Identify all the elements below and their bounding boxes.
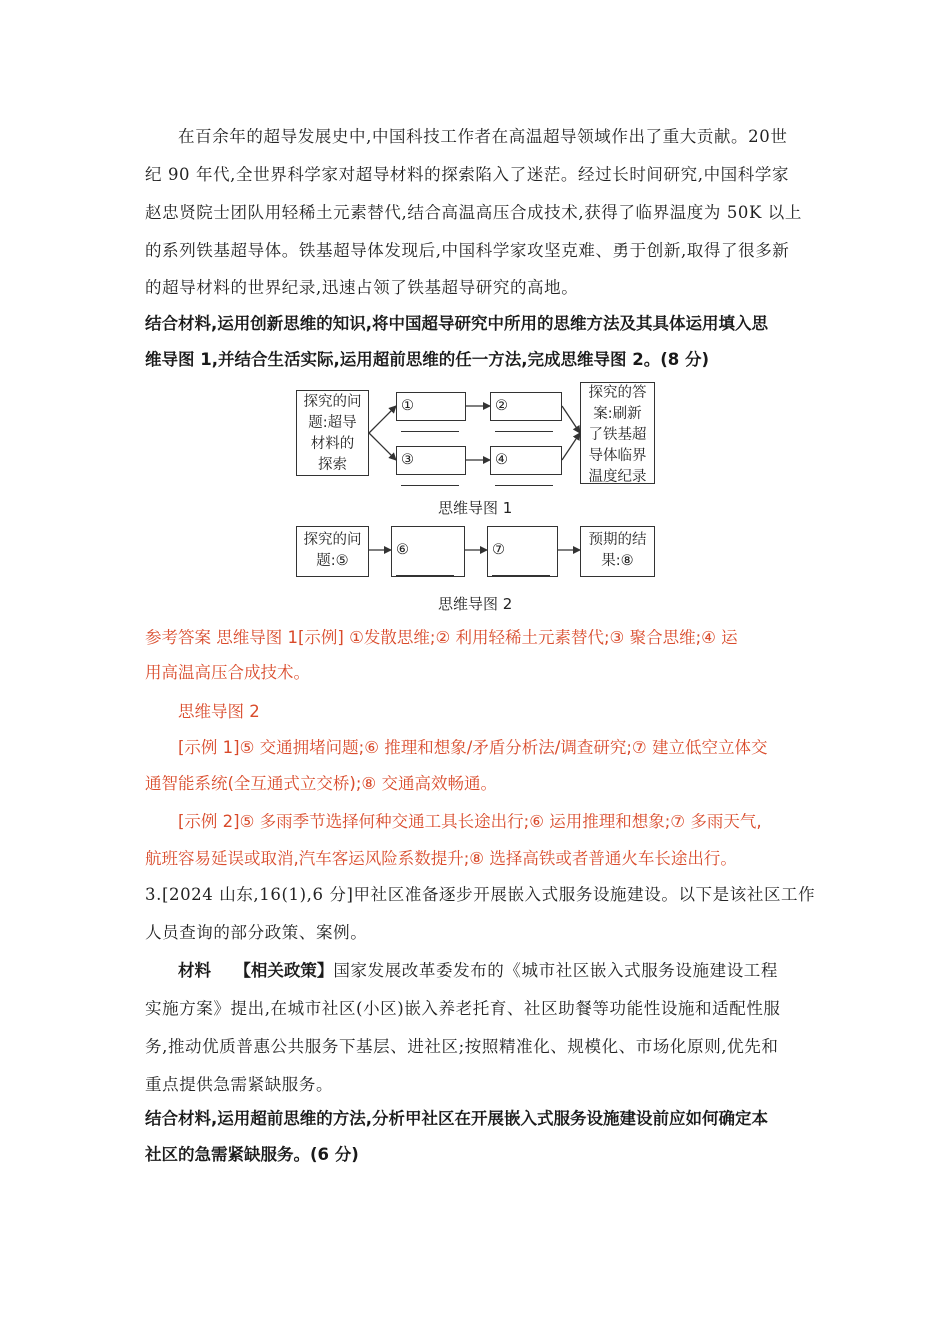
mind-map-1-node-2 xyxy=(490,392,562,421)
material-line: 的超导材料的世界纪录,迅速占领了铁基超导研究的高地。 xyxy=(145,278,579,297)
box-text: 探究的答 xyxy=(588,385,647,401)
question-prompt-line: 结合材料,运用创新思维的知识,将中国超导研究中所用的思维方法及其具体运用填入思 xyxy=(145,314,769,333)
answer-blank xyxy=(401,471,459,486)
material-line: 在百余年的超导发展史中,中国科技工作者在高温超导领域作出了重大贡献。20世 xyxy=(178,127,788,146)
material-text: 国家发展改革委发布的《城市社区嵌入式服务设施建设工程 xyxy=(333,961,778,980)
node-number: ① xyxy=(401,398,414,414)
material-line: 的系列铁基超导体。铁基超导体发现后,中国科学家攻坚克难、勇于创新,取得了很多新 xyxy=(145,241,790,260)
mind-map-2-node-6 xyxy=(391,526,465,577)
node-number: ④ xyxy=(495,452,508,468)
answer-blank xyxy=(495,471,553,486)
question-3-material: 重点提供急需紧缺服务。 xyxy=(145,1075,334,1094)
material-line: 纪 90 年代,全世界科学家对超导材料的探索陷入了迷茫。经过长时间研究,中国科学家 xyxy=(145,165,790,184)
mind-map-1-caption: 思维导图 1 xyxy=(438,499,513,517)
answer-example-2: [示例 2]⑤ 多雨季节选择何种交通工具长途出行;⑥ 运用推理和想象;⑦ 多雨天气, xyxy=(178,812,762,831)
arrow xyxy=(369,406,396,433)
box-text: 探索 xyxy=(318,457,347,473)
question-3-stem: 3.[2024 山东,16(1),6 分]甲社区准备逐步开展嵌入式服务设施建设。以下是该社区工作 xyxy=(145,885,816,904)
box-text: 导体临界 xyxy=(588,448,647,464)
mind-map-2-start-box xyxy=(296,526,369,577)
answer-example-2: 航班容易延误或取消,汽车客运风险系数提升;⑧ 选择高铁或者普通火车长途出行。 xyxy=(145,849,737,868)
mind-map-2-caption: 思维导图 2 xyxy=(438,595,513,613)
arrow xyxy=(369,433,396,460)
question-3-material: 实施方案》提出,在城市社区(小区)嵌入养老托育、社区助餐等功能性设施和适配性服 xyxy=(145,999,781,1018)
question-3-prompt: 社区的急需紧缺服务。(6 分) xyxy=(145,1145,359,1164)
answer-blank xyxy=(492,561,550,576)
box-text: 预期的结 xyxy=(588,532,647,548)
node-number: ⑥ xyxy=(396,542,409,558)
box-text: 题:⑤ xyxy=(316,553,349,569)
mind-map-1-connectors xyxy=(0,0,950,620)
node-number: ⑦ xyxy=(492,542,505,558)
policy-label: 【相关政策】 xyxy=(234,961,334,980)
box-text: 温度纪录 xyxy=(588,469,647,485)
box-text: 案:刷新 xyxy=(593,406,642,422)
mind-map-2-end-box xyxy=(580,526,655,577)
answer-subtitle: 思维导图 2 xyxy=(178,702,260,721)
answer-example-1: 通智能系统(全互通式立交桥);⑧ 交通高效畅通。 xyxy=(145,774,497,793)
answer-example-1: [示例 1]⑤ 交通拥堵问题;⑥ 推理和想象/矛盾分析法/调查研究;⑦ 建立低空立体交 xyxy=(178,738,768,757)
question-3-stem: 人员查询的部分政策、案例。 xyxy=(145,923,368,942)
answer-blank xyxy=(401,417,459,432)
question-3-prompt: 结合材料,运用超前思维的方法,分析甲社区在开展嵌入式服务设施建设前应如何确定本 xyxy=(145,1109,769,1128)
node-number: ③ xyxy=(401,452,414,468)
question-3-material: 务,推动优质普惠公共服务下基层、进社区;按照精准化、规模化、市场化原则,优先和 xyxy=(145,1037,779,1056)
question-3-material xyxy=(178,960,810,982)
mind-map-1-node-3 xyxy=(396,446,466,475)
answer-blank xyxy=(495,417,553,432)
mind-map-1-node-4 xyxy=(490,446,562,475)
box-text: 材料的 xyxy=(310,436,355,452)
answer-blank xyxy=(396,561,454,576)
mind-map-2-node-7 xyxy=(487,526,558,577)
box-text: 探究的问 xyxy=(303,532,362,548)
box-text: 果:⑧ xyxy=(601,553,634,569)
box-text: 了铁基超 xyxy=(588,427,647,443)
box-text: 题:超导 xyxy=(308,415,357,431)
mind-map-1-start-box xyxy=(296,390,369,476)
material-line: 赵忠贤院士团队用轻稀土元素替代,结合高温高压合成技术,获得了临界温度为 50K 以上 xyxy=(145,203,803,222)
arrow xyxy=(562,406,580,433)
material-label: 材料 xyxy=(178,961,211,980)
node-number: ② xyxy=(495,398,508,414)
box-text: 探究的问 xyxy=(303,394,362,410)
mind-map-1-node-1 xyxy=(396,392,466,421)
answer-line: 参考答案 思维导图 1[示例] ①发散思维;② 利用轻稀土元素替代;③ 聚合思维;④ 运 xyxy=(145,628,738,647)
question-prompt-line: 维导图 1,并结合生活实际,运用超前思维的任一方法,完成思维导图 2。(8 分) xyxy=(145,350,710,369)
mind-map-1-end-box xyxy=(580,382,655,484)
answer-line: 用高温高压合成技术。 xyxy=(145,663,310,682)
arrow xyxy=(562,433,580,460)
